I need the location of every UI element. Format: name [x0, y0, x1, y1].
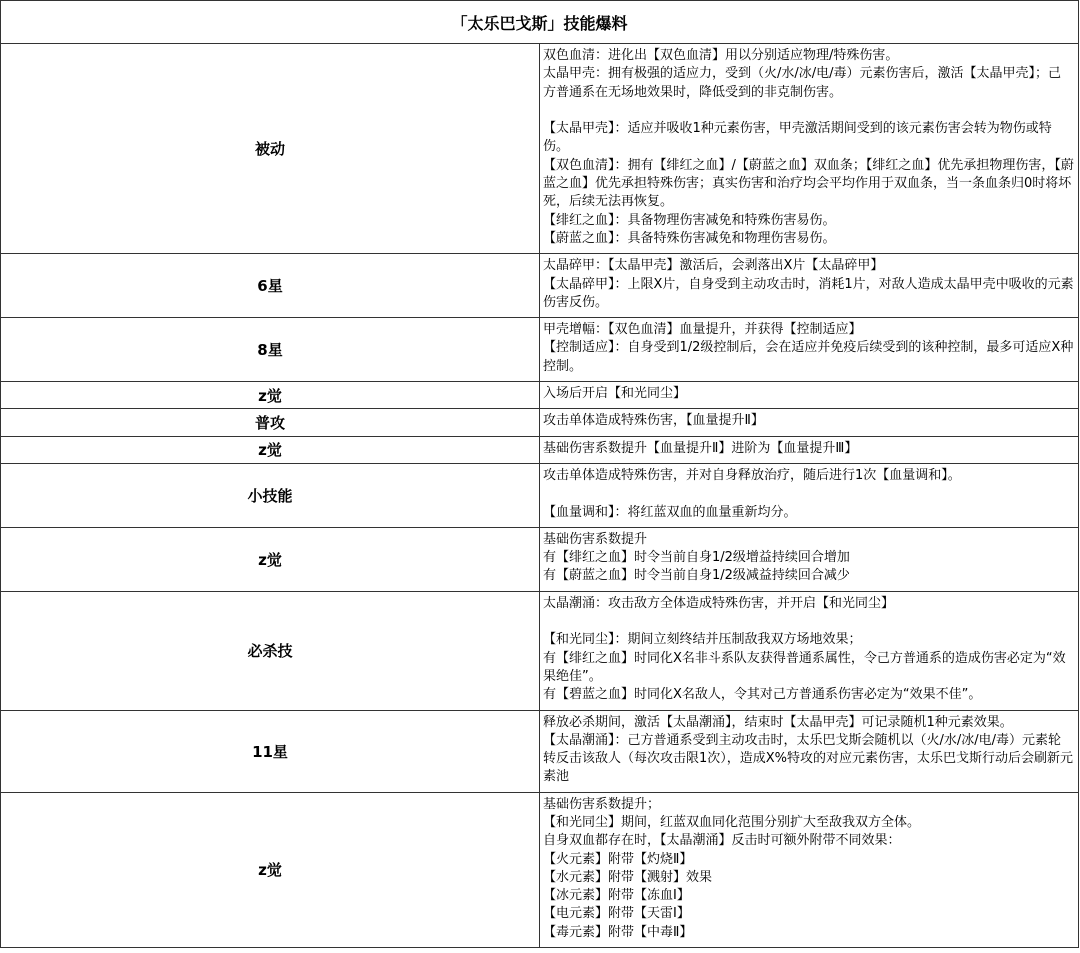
content-line: 太晶潮涌：攻击敌方全体造成特殊伤害，并开启【和光同尘】	[543, 595, 895, 611]
table-row	[1, 436, 1079, 463]
table-row	[1, 318, 1079, 382]
row-content	[540, 318, 1079, 382]
table-row	[1, 409, 1079, 436]
row-content	[540, 254, 1079, 318]
content-line: 基础伤害系数提升	[543, 531, 648, 547]
row-label: z觉	[1, 792, 540, 947]
row-content	[540, 44, 1079, 254]
row-content	[540, 527, 1079, 591]
content-line: 有【绯红之血】时同化X名非斗系队友获得普通系属性，令己方普通系的造成伤害必定为“效果绝佳”。	[543, 650, 1066, 684]
table-row	[1, 591, 1079, 710]
row-content	[540, 409, 1079, 436]
content-line: 有【碧蓝之血】时同化X名敌人，令其对己方普通系伤害必定为“效果不佳”。	[543, 687, 982, 703]
row-label: z觉	[1, 436, 540, 463]
content-line: 自身双血都存在时，【太晶潮涌】反击时可额外附带不同效果：	[543, 833, 901, 849]
content-line: 【火元素】附带【灼烧Ⅱ】	[543, 851, 693, 867]
row-content	[540, 591, 1079, 710]
row-content	[540, 463, 1079, 527]
content-line: 太晶甲壳：拥有极强的适应力，受到（火/水/冰/电/毒）元素伤害后，激活【太晶甲壳】；己方普通系在无场地效果时，降低受到的非克制伤害。	[543, 66, 1062, 100]
content-line: 入场后开启【和光同尘】	[543, 386, 687, 402]
content-line: 【蔚蓝之血】：具备特殊伤害减免和物理伤害易伤。	[543, 230, 836, 246]
content-line: 甲壳增幅：【双色血清】血量提升，并获得【控制适应】	[543, 322, 862, 338]
content-line: 【电元素】附带【天雷Ⅰ】	[543, 906, 690, 922]
content-line: 【太晶潮涌】：己方普通系受到主动攻击时，太乐巴戈斯会随机以（火/水/冰/电/毒）元素轮转反击该敌人（每次攻击限1次），造成X%特攻的对应元素伤害，太乐巴戈斯行动后会刷新元素池	[543, 732, 1074, 785]
content-line: 太晶碎甲：【太晶甲壳】激活后，会剥落出X片【太晶碎甲】	[543, 258, 884, 274]
table-row	[1, 254, 1079, 318]
content-line: 【绯红之血】：具备物理伤害减免和特殊伤害易伤。	[543, 212, 836, 228]
content-line: 【太晶碎甲】：上限X片，自身受到主动攻击时，消耗1片，对敌人造成太晶甲壳中吸收的元素伤害反伤。	[543, 276, 1074, 310]
row-label: 小技能	[1, 463, 540, 527]
content-line: 攻击单体造成特殊伤害，并对自身释放治疗，随后进行1次【血量调和】。	[543, 467, 961, 483]
table-row	[1, 382, 1079, 409]
table-row	[1, 710, 1079, 792]
content-line: 【冰元素】附带【冻血Ⅰ】	[543, 888, 690, 904]
content-line: 【血量调和】：将红蓝双血的血量重新均分。	[543, 504, 797, 520]
table-row	[1, 463, 1079, 527]
row-label: 普攻	[1, 409, 540, 436]
row-label: 被动	[1, 44, 540, 254]
row-label: 11星	[1, 710, 540, 792]
table-row	[1, 44, 1079, 254]
row-content	[540, 792, 1079, 947]
title-row	[1, 1, 1079, 44]
content-line: 有【蔚蓝之血】时令当前自身1/2级减益持续回合减少	[543, 568, 850, 584]
table-row	[1, 792, 1079, 947]
row-label: z觉	[1, 382, 540, 409]
table-row	[1, 527, 1079, 591]
content-line: 有【绯红之血】时令当前自身1/2级增益持续回合增加	[543, 550, 850, 566]
blank-line	[543, 613, 1074, 631]
content-line: 【和光同尘】期间，红蓝双血同化范围分别扩大至敌我双方全体。	[543, 814, 921, 830]
content-line: 【双色血清】：拥有【绯红之血】/【蔚蓝之血】双血条；【绯红之血】优先承担物理伤害，【蔚蓝之血】优先承担特殊伤害；真实伤害和治疗均会平均作用于双血条，当一条血条归0时将坏死，后续无法再恢复。	[543, 157, 1074, 210]
blank-line	[543, 485, 1074, 503]
row-label: 6星	[1, 254, 540, 318]
row-content	[540, 710, 1079, 792]
blank-line	[543, 102, 1074, 120]
content-line: 双色血清：进化出【双色血清】用以分别适应物理/特殊伤害。	[543, 48, 899, 63]
content-line: 攻击单体造成特殊伤害，【血量提升Ⅱ】	[543, 413, 764, 429]
content-line: 基础伤害系数提升【血量提升Ⅱ】进阶为【血量提升Ⅲ】	[543, 440, 858, 456]
row-content	[540, 382, 1079, 409]
content-line: 【太晶甲壳】：适应并吸收1种元素伤害，甲壳激活期间受到的该元素伤害会转为物伤或特伤。	[543, 121, 1052, 155]
content-line: 【水元素】附带【溅射】效果	[543, 869, 713, 885]
row-content	[540, 436, 1079, 463]
content-line: 基础伤害系数提升；	[543, 796, 661, 812]
content-line: 【毒元素】附带【中毒Ⅱ】	[543, 924, 693, 940]
content-line: 【和光同尘】：期间立刻终结并压制敌我双方场地效果；	[543, 632, 862, 648]
row-label: z觉	[1, 527, 540, 591]
content-line: 【控制适应】：自身受到1/2级控制后，会在适应并免疫后续受到的该种控制，最多可适应X种控制。	[543, 340, 1074, 374]
row-label: 必杀技	[1, 591, 540, 710]
row-label: 8星	[1, 318, 540, 382]
content-line: 释放必杀期间，激活【太晶潮涌】，结束时【太晶甲壳】可记录随机1种元素效果。	[543, 714, 1013, 730]
table-title: 「太乐巴戈斯」技能爆料	[1, 1, 1079, 44]
